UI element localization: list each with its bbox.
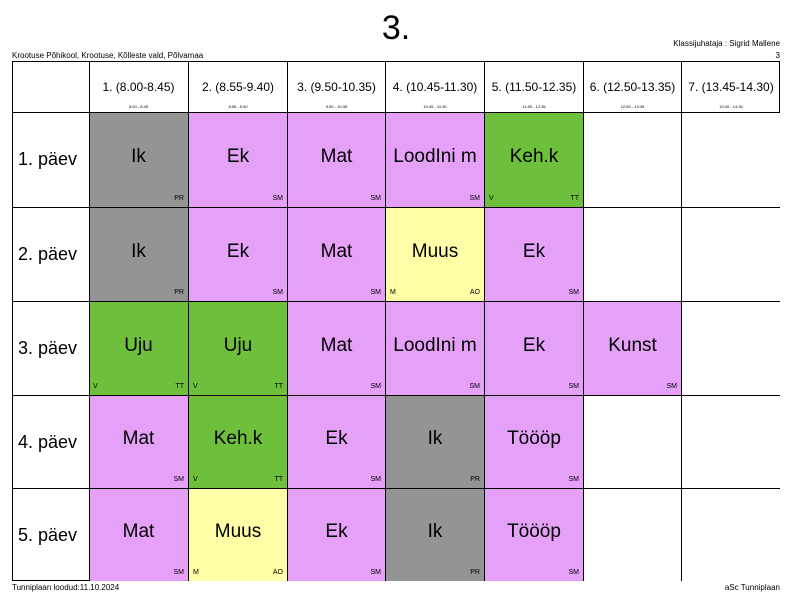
teacher-code: TT (274, 476, 283, 483)
room-code: V (489, 195, 494, 202)
lesson-cell (89, 112, 188, 207)
room-code: V (93, 383, 98, 390)
period-time: 9:50 - 10:35 (325, 104, 348, 109)
subject-label: Ik (427, 521, 443, 542)
period-time: 13:45 - 14:30 (719, 104, 743, 109)
teacher-code: SM (173, 569, 184, 576)
school-name: Krootuse Põhikool, Krootuse, Kõlleste vald, Põlvamaa (12, 51, 204, 60)
subject-label: Ik (131, 145, 146, 167)
teacher-code: SM (272, 195, 283, 202)
period-label: 5. (11.50-12.35) (491, 80, 577, 94)
period-label: 6. (12.50-13.35) (589, 80, 676, 94)
period-label: 7. (13.45-14.30) (688, 80, 774, 94)
period-time: 8:00 - 8:45 (128, 104, 149, 109)
teacher-code: SM (469, 383, 480, 390)
subject-label: LoodIni m (393, 334, 477, 356)
lesson-cell (287, 207, 385, 301)
subject-label: Ek (522, 334, 546, 356)
period-time: 8:55 - 9:40 (228, 104, 248, 109)
teacher-code: SM (370, 383, 381, 390)
subject-label: Mat (122, 521, 155, 542)
lesson-cell (287, 395, 385, 488)
teacher-code: PR (470, 569, 480, 576)
brand-label: aSc Tunniplaan (724, 583, 780, 592)
subject-label: Ek (522, 240, 546, 262)
teacher-code: PR (470, 476, 480, 483)
period-header (681, 61, 780, 112)
empty-cell (681, 207, 780, 301)
empty-cell (681, 301, 780, 395)
lesson-cell (484, 301, 583, 395)
room-code: V (193, 383, 198, 390)
day-header (12, 301, 89, 395)
teacher-code: SM (666, 383, 677, 390)
lesson-cell (89, 395, 188, 488)
teacher-code: SM (370, 289, 381, 296)
header-divider (12, 112, 780, 113)
subject-label: Uju (124, 334, 153, 356)
empty-cell (583, 488, 681, 581)
subject-label: Mat (320, 145, 353, 167)
teacher-code: SM (568, 476, 579, 483)
lesson-cell (484, 112, 583, 207)
lesson-cell (583, 301, 681, 395)
day-label: 5. päev (18, 524, 78, 545)
subject-label: Töööp (507, 521, 561, 542)
period-label: 4. (10.45-11.30) (392, 80, 478, 94)
lesson-cell (188, 395, 287, 488)
lesson-cell (188, 301, 287, 395)
empty-cell (583, 112, 681, 207)
period-header (484, 61, 583, 112)
period-time: 12:50 - 13:35 (620, 104, 645, 109)
subject-label: Mat (122, 428, 155, 449)
teacher-code: SM (370, 476, 381, 483)
period-time: 11:50 - 12:35 (522, 104, 546, 109)
teacher-code: SM (568, 289, 579, 296)
teacher-code: PR (174, 289, 184, 296)
subject-label: Keh.k (509, 145, 559, 167)
class-teacher: Klassijuhataja : Sigrid Mallene (673, 39, 780, 48)
teacher-code: PR (174, 195, 184, 202)
empty-cell (681, 488, 780, 581)
period-time: 10:45 - 11:30 (423, 104, 447, 109)
lesson-cell (385, 395, 484, 488)
day-label: 2. päev (18, 244, 78, 264)
subject-label: Uju (223, 334, 253, 356)
teacher-code: TT (175, 383, 184, 390)
subject-label: Muus (411, 240, 459, 262)
lesson-cell (287, 488, 385, 581)
subject-label: Ik (131, 240, 146, 262)
subject-label: Keh.k (213, 428, 263, 449)
teacher-code: SM (568, 569, 579, 576)
class-number: 3 (775, 51, 780, 60)
day-column-divider (89, 61, 90, 581)
period-header (287, 61, 385, 112)
subject-label: Ek (226, 240, 250, 262)
lesson-cell (385, 488, 484, 581)
teacher-code: SM (370, 569, 381, 576)
lesson-cell (89, 488, 188, 581)
teacher-code: SM (173, 476, 184, 483)
period-label: 3. (9.50-10.35) (297, 80, 376, 94)
lesson-cell (287, 112, 385, 207)
lesson-cell (385, 112, 484, 207)
subject-label: Töööp (507, 428, 561, 449)
subject-label: Mat (320, 334, 353, 356)
period-label: 2. (8.55-9.40) (201, 80, 275, 94)
teacher-code: AO (469, 289, 480, 296)
subject-label: Mat (320, 240, 353, 262)
day-label: 4. päev (18, 431, 78, 452)
subject-label: Ik (427, 428, 443, 449)
day-header (12, 488, 89, 581)
lesson-cell (287, 301, 385, 395)
period-header (89, 61, 188, 112)
day-header (12, 207, 89, 301)
teacher-code: TT (274, 383, 283, 390)
empty-cell (583, 395, 681, 488)
lesson-cell (385, 301, 484, 395)
subject-label: LoodIni m (393, 145, 477, 167)
lesson-cell (385, 207, 484, 301)
room-code: V (193, 476, 198, 483)
period-header (385, 61, 484, 112)
teacher-code: SM (272, 289, 283, 296)
period-header (583, 61, 681, 112)
day-label: 3. päev (18, 338, 78, 358)
subject-label: Ek (325, 428, 348, 449)
lesson-cell (188, 488, 287, 581)
room-code: M (193, 569, 199, 576)
lesson-cell (188, 112, 287, 207)
subject-label: Muus (214, 521, 262, 542)
lesson-cell (89, 301, 188, 395)
empty-cell (583, 207, 681, 301)
subject-label: Kunst (608, 334, 657, 356)
lesson-cell (89, 207, 188, 301)
teacher-code: SM (568, 383, 579, 390)
subject-label: Ek (226, 145, 250, 167)
day-header (12, 112, 89, 207)
page-title: 3. (381, 9, 411, 47)
teacher-code: AO (272, 569, 283, 576)
teacher-code: TT (570, 195, 579, 202)
lesson-cell (484, 207, 583, 301)
lesson-cell (484, 395, 583, 488)
created-date: Tunniplaan loodud:11.10.2024 (12, 583, 120, 592)
subject-label: Ek (325, 521, 348, 542)
lesson-cell (188, 207, 287, 301)
lesson-cell (484, 488, 583, 581)
empty-cell (681, 112, 780, 207)
room-code: M (390, 289, 396, 296)
period-header (188, 61, 287, 112)
day-header (12, 395, 89, 488)
day-label: 1. päev (18, 149, 78, 169)
teacher-code: SM (469, 195, 480, 202)
teacher-code: SM (370, 195, 381, 202)
empty-cell (681, 395, 780, 488)
period-label: 1. (8.00-8.45) (102, 80, 175, 94)
